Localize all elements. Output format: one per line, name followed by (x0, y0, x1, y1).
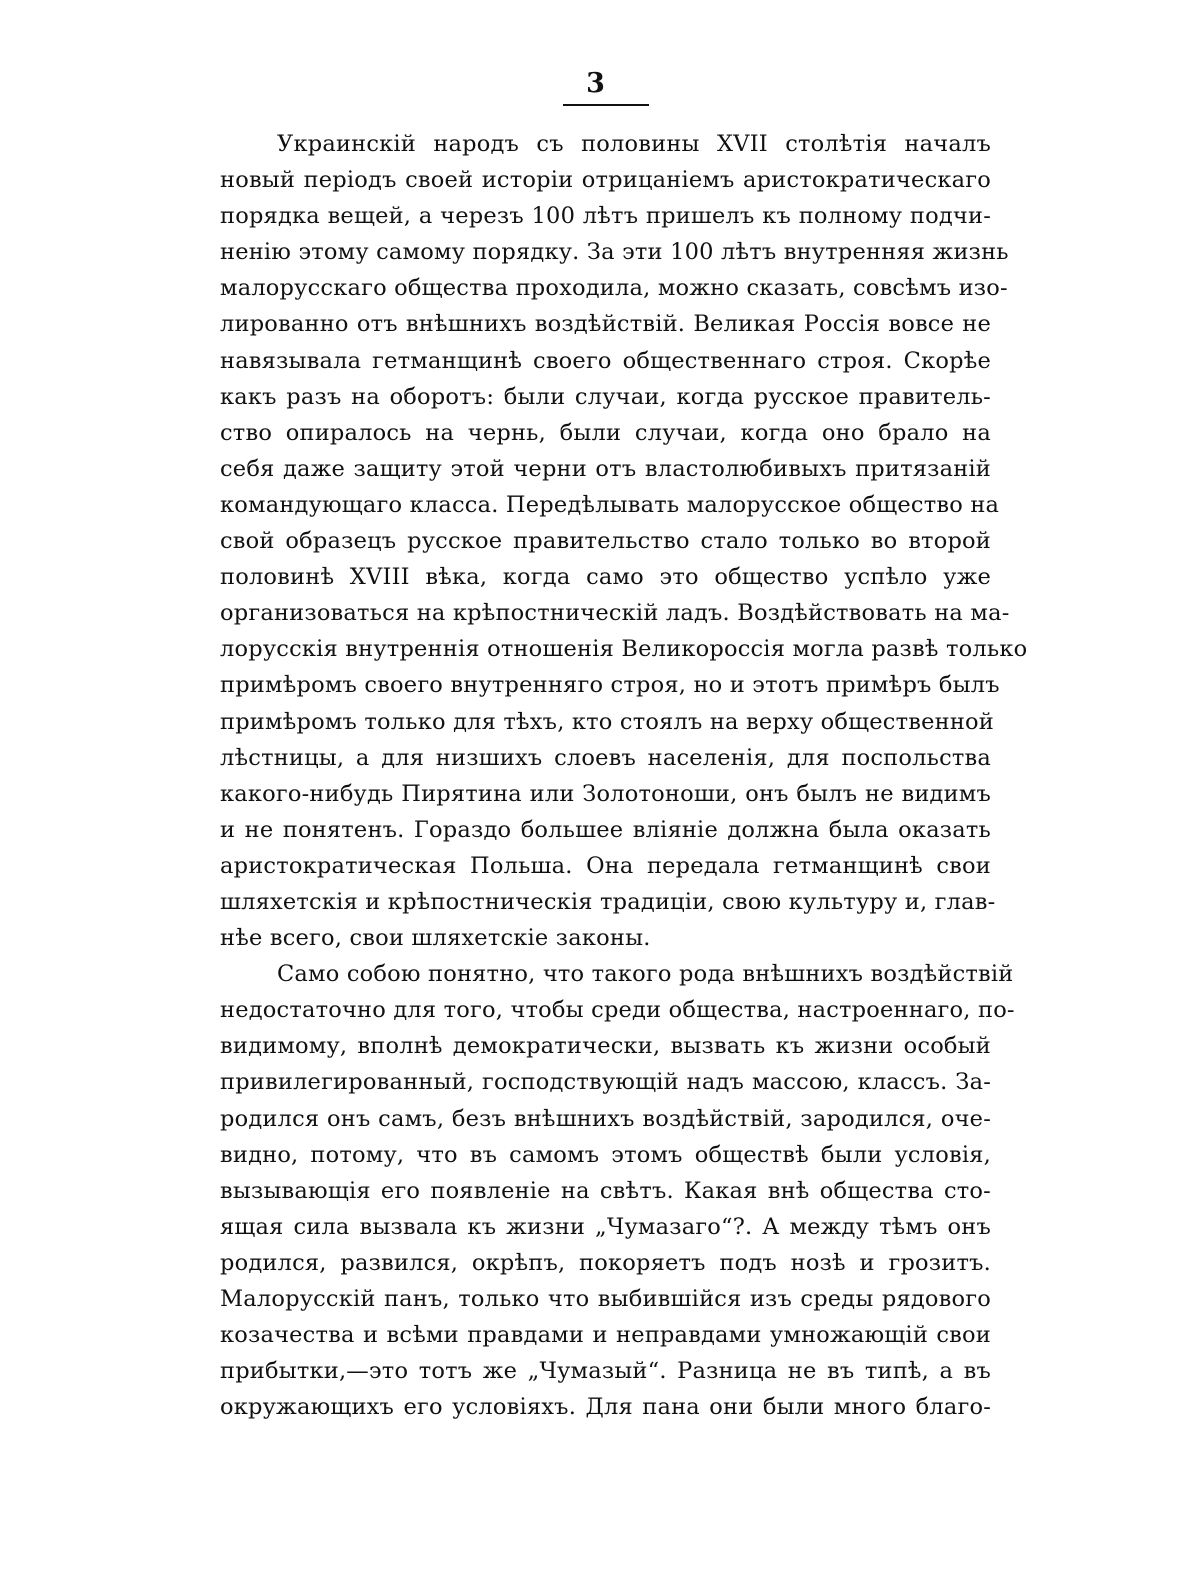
text-line: половинѣ XVIII вѣка, когда само это общество успѣло уже (220, 564, 991, 591)
text-line: привилегированный, господствующій надъ массою, классъ. За- (220, 1069, 991, 1096)
text-line: вызывающія его появленіе на свѣтъ. Какая внѣ общества сто- (220, 1177, 991, 1204)
text-line: видимому, вполнѣ демократически, вызвать къ жизни особый (220, 1033, 991, 1060)
text-line: шляхетскія и крѣпостническія традиціи, свою культуру и, глав- (220, 888, 996, 915)
text-line: порядка вещей, а черезъ 100 лѣтъ пришелъ къ полному подчи- (220, 203, 991, 230)
paragraph-1 (220, 126, 1028, 956)
text-line: прибытки,—это тотъ же „Чумазый“. Разница не въ типѣ, а въ (220, 1358, 991, 1385)
text-line: ство опиралось на чернь, были случаи, когда оно брало на (220, 419, 991, 446)
text-line: какъ разъ на оборотъ: были случаи, когда русское правитель- (220, 383, 991, 410)
text-line: окружающихъ его условіяхъ. Для пана они были много благо- (220, 1394, 991, 1421)
text-line: нѣе всего, свои шляхетскіе законы. (220, 925, 651, 952)
text-line: ненію этому самому порядку. За эти 100 лѣтъ внутренняя жизнь (220, 239, 1009, 266)
text-line: Само собою понятно, что такого рода внѣшнихъ воздѣйствій (277, 961, 1014, 988)
text-line: командующаго класса. Передѣлывать малорусское общество на (220, 491, 1000, 518)
text-line: Украинскій народъ съ половины XVII столѣтія началъ (277, 131, 991, 157)
text-line: родился, развился, окрѣпъ, покоряетъ подъ нозѣ и грозитъ. (220, 1249, 991, 1276)
text-line: недостаточно для того, чтобы среди общества, настроеннаго, по- (220, 997, 1015, 1024)
text-line: родился онъ самъ, безъ внѣшнихъ воздѣйствій, зародился, оче- (220, 1105, 991, 1132)
text-line: организоваться на крѣпостническій ладъ. Воздѣйствовать на ма- (220, 600, 1010, 627)
text-line: Малорусскій панъ, только что выбившійся изъ среды рядового (220, 1286, 991, 1312)
page-number-rule (563, 104, 649, 106)
text-line: свой образецъ русское правительство стало только во второй (220, 528, 991, 555)
paragraph-2 (220, 956, 1015, 1425)
text-line: себя даже защиту этой черни отъ властолюбивыхъ притязаній (220, 455, 991, 482)
text-line: малорусскаго общества проходила, можно сказать, совсѣмъ изо- (220, 275, 1008, 302)
text-line: лированно отъ внѣшнихъ воздѣйствій. Великая Россія вовсе не (220, 311, 991, 338)
text-line: козачества и всѣми правдами и неправдами умножающій свои (220, 1322, 991, 1349)
text-line: новый періодъ своей исторіи отрицаніемъ аристократическаго (220, 167, 991, 194)
text-line: примѣромъ своего внутренняго строя, но и этотъ примѣръ былъ (220, 672, 1000, 699)
text-line: лѣстницы, а для низшихъ слоевъ населенія, для поспольства (220, 744, 991, 771)
text-line: навязывала гетманщинѣ своего общественнаго строя. Скорѣе (220, 347, 991, 374)
text-line: какого-нибудь Пирятина или Золотоноши, онъ былъ не видимъ (220, 780, 991, 807)
text-line: аристократическая Польша. Она передала гетманщинѣ свои (220, 852, 991, 879)
text-line: и не понятенъ. Гораздо большее вліяніе должна была оказать (220, 816, 991, 843)
text-line: лорусскія внутреннія отношенія Великороссія могла развѣ только (220, 636, 1028, 663)
text-line: примѣромъ только для тѣхъ, кто стоялъ на верху общественной (220, 708, 994, 735)
page-number: 3 (586, 68, 605, 99)
text-line: видно, потому, что въ самомъ этомъ обществѣ были условія, (220, 1141, 991, 1168)
text-line: ящая сила вызвала къ жизни „Чумазаго“?. А между тѣмъ онъ (220, 1213, 991, 1240)
body-text (220, 126, 1028, 1425)
